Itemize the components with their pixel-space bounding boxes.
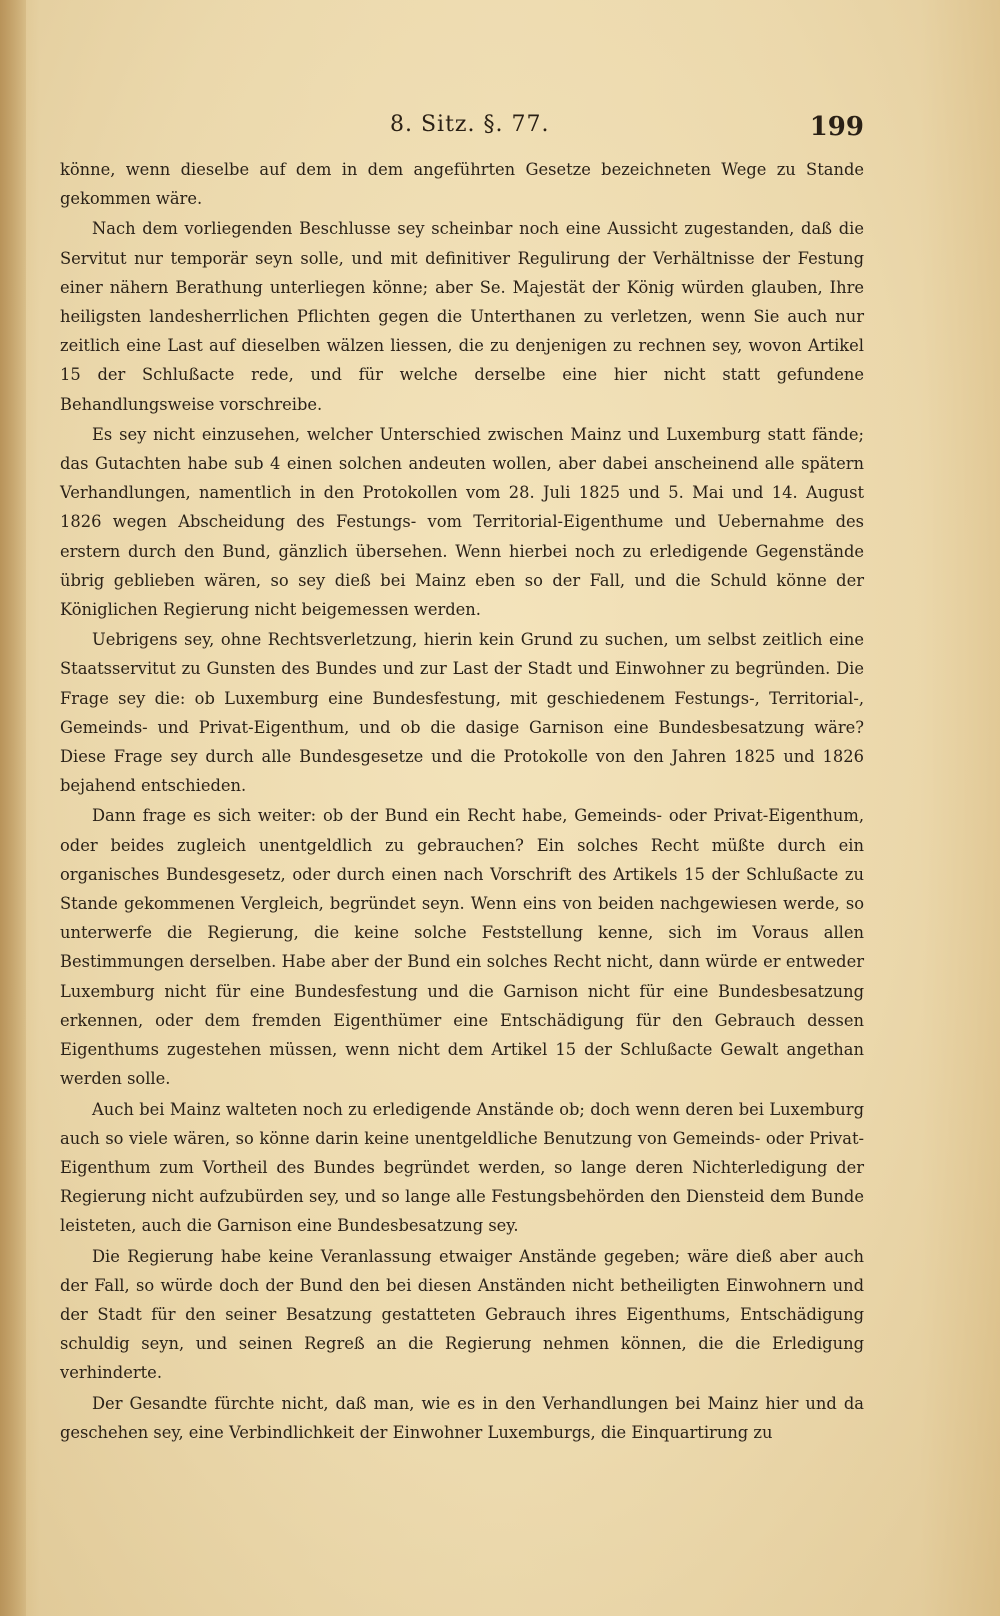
paragraph: Der Gesandte fürchte nicht, daß man, wie es in den Verhandlungen bei Mainz hier und da geschehen sey, eine Verbindlichkeit der Einwohner Luxemburgs, die Einquartirung zu bbox=[60, 1393, 864, 1442]
page-gutter-shadow bbox=[0, 0, 26, 1616]
paragraph: Nach dem vorliegenden Beschlusse sey scheinbar noch eine Aussicht zugestanden, daß die Servitut nur temporär seyn solle, und mit definitiver Regulirung der Verhältnisse der Festung einer nähern Berathung unterliegen könne; aber Se. Majestät der König würden glauben, Ihre heiligsten landesherrlichen Pflichten gegen die Unterthanen zu verletzen, wenn Sie auch nur zeitlich eine Last auf dieselben wälzen liessen, die zu denjenigen zu rechnen sey, wovon Artikel 15 der Schlußacte rede, und für welche derselbe eine hier nicht statt gefundene Behandlungsweise vorschreibe. bbox=[60, 219, 864, 414]
paragraph-continuation: könne, wenn dieselbe auf dem in dem angeführten Gesetze bezeichneten Wege zu Stande gekommen wäre. bbox=[60, 160, 864, 209]
running-head: 8. Sitz. §. 77. bbox=[390, 112, 550, 137]
paragraph: Die Regierung habe keine Veranlassung etwaiger Anstände gegeben; wäre dieß aber auch der Fall, so würde doch der Bund den bei diesen Anständen nicht betheiligten Einwohnern und der Stadt für den seiner Besatzung gestatteten Gebrauch ihres Eigenthums, Entschädigung schuldig seyn, und seinen Regreß an die Regierung nehmen können, die die Erledigung verhinderte. bbox=[60, 1246, 864, 1383]
paragraph: Dann frage es sich weiter: ob der Bund ein Recht habe, Gemeinds- oder Privat-Eigenthum, oder beides zugleich unentgeldlich zu gebrauchen? Ein solches Recht müßte durch ein organisches Bundesgesetz, oder durch einen nach Vorschrift des Artikels 15 der Schlußacte zu Stande gekommenen Vergleich, begründet seyn. Wenn eins von beiden nachgewiesen werde, so unterwerfe die Regierung, die keine solche Feststellung kenne, sich im Voraus allen Bestimmungen derselben. Habe aber der Bund ein solches Recht nicht, dann würde er entweder Luxemburg nicht für eine Bundesfestung und die Garnison nicht für eine Bundesbesatzung erkennen, oder dem fremden Eigenthümer eine Entschädigung für den Gebrauch dessen Eigenthums zugestehen müssen, wenn nicht dem Artikel 15 der Schlußacte Gewalt angethan werden solle. bbox=[60, 806, 864, 1089]
paragraph: Uebrigens sey, ohne Rechtsverletzung, hierin kein Grund zu suchen, um selbst zeitlich eine Staatsservitut zu Gunsten des Bundes und zur Last der Stadt und Einwohner zu begründen. Die Frage sey die: ob Luxemburg eine Bundesfestung, mit geschiedenem Festungs-, Territorial-, Gemeinds- und Privat-Eigenthum, und ob die dasige Garnison eine Bundesbesatzung wäre? Diese Frage sey durch alle Bundesgesetze und die Protokolle von den Jahren 1825 und 1826 bejahend entschieden. bbox=[60, 630, 864, 796]
page-number: 199 bbox=[809, 112, 864, 142]
page-header bbox=[60, 112, 864, 148]
body-text bbox=[60, 155, 864, 1447]
paragraph: Auch bei Mainz walteten noch zu erledigende Anstände ob; doch wenn deren bei Luxemburg auch so viele wären, so könne darin keine unentgeldliche Benutzung von Gemeinds- oder Privat-Eigenthum zum Vortheil des Bundes begründet werden, so lange deren Nichterledigung der Regierung nicht aufzubürden sey, und so lange alle Festungsbehörden den Diensteid dem Bunde leisteten, auch die Garnison eine Bundesbesatzung sey. bbox=[60, 1099, 864, 1236]
paragraph: Es sey nicht einzusehen, welcher Unterschied zwischen Mainz und Luxemburg statt fände; das Gutachten habe sub 4 einen solchen andeuten wollen, aber dabei anscheinend alle spätern Verhandlungen, namentlich in den Protokollen vom 28. Juli 1825 und 5. Mai und 14. August 1826 wegen Abscheidung des Festungs- vom Territorial-Eigenthume und Uebernahme des erstern durch den Bund, gänzlich übersehen. Wenn hierbei noch zu erledigende Gegenstände übrig geblieben wären, so sey dieß bei Mainz eben so der Fall, und die Schuld könne der Königlichen Regierung nicht beigemessen werden. bbox=[60, 424, 864, 620]
